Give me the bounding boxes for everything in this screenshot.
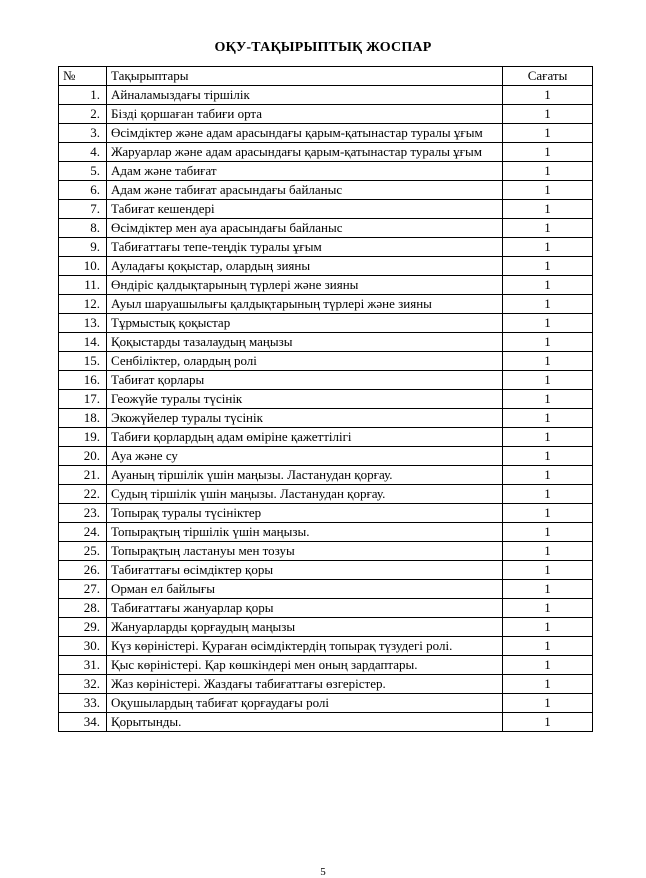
row-hours: 1: [503, 257, 593, 276]
row-topic: Айналамыздағы тіршілік: [107, 86, 503, 105]
row-topic: Қыс көріністері. Қар көшкіндері мен оның зардаптары.: [107, 656, 503, 675]
row-hours: 1: [503, 352, 593, 371]
row-hours: 1: [503, 428, 593, 447]
row-number: 5.: [59, 162, 107, 181]
row-topic: Топырақ туралы түсініктер: [107, 504, 503, 523]
table-row: [59, 599, 593, 618]
table-row: [59, 542, 593, 561]
row-number: 31.: [59, 656, 107, 675]
row-number: 32.: [59, 675, 107, 694]
row-topic: Жануарларды қорғаудың маңызы: [107, 618, 503, 637]
row-topic: Табиғаттағы жануарлар қоры: [107, 599, 503, 618]
row-hours: 1: [503, 561, 593, 580]
row-topic: Жаруарлар және адам арасындағы қарым-қатынастар туралы ұғым: [107, 143, 503, 162]
row-hours: 1: [503, 105, 593, 124]
row-topic: Адам және табиғат: [107, 162, 503, 181]
row-number: 3.: [59, 124, 107, 143]
row-topic: Табиғат кешендері: [107, 200, 503, 219]
row-number: 21.: [59, 466, 107, 485]
row-topic: Өсімдіктер мен ауа арасындағы байланыс: [107, 219, 503, 238]
row-number: 33.: [59, 694, 107, 713]
row-number: 4.: [59, 143, 107, 162]
row-number: 18.: [59, 409, 107, 428]
table-row: [59, 257, 593, 276]
header-hours: Сағаты: [503, 67, 593, 86]
table-row: [59, 713, 593, 732]
row-number: 34.: [59, 713, 107, 732]
table-row: [59, 314, 593, 333]
row-hours: 1: [503, 713, 593, 732]
row-number: 9.: [59, 238, 107, 257]
row-topic: Табиғат қорлары: [107, 371, 503, 390]
table-row: [59, 238, 593, 257]
row-hours: 1: [503, 409, 593, 428]
row-hours: 1: [503, 371, 593, 390]
plan-table: [58, 66, 593, 732]
row-number: 10.: [59, 257, 107, 276]
row-number: 28.: [59, 599, 107, 618]
row-number: 6.: [59, 181, 107, 200]
header-topic: Тақырыптары: [107, 67, 503, 86]
row-number: 26.: [59, 561, 107, 580]
table-row: [59, 428, 593, 447]
table-row: [59, 409, 593, 428]
row-topic: Судың тіршілік үшін маңызы. Ластанудан қорғау.: [107, 485, 503, 504]
row-hours: 1: [503, 447, 593, 466]
row-hours: 1: [503, 694, 593, 713]
row-number: 20.: [59, 447, 107, 466]
row-number: 15.: [59, 352, 107, 371]
row-number: 11.: [59, 276, 107, 295]
row-number: 2.: [59, 105, 107, 124]
row-hours: 1: [503, 238, 593, 257]
row-topic: Ауыл шаруашылығы қалдықтарының түрлері және зияны: [107, 295, 503, 314]
row-topic: Сенбіліктер, олардың ролі: [107, 352, 503, 371]
row-number: 24.: [59, 523, 107, 542]
table-row: [59, 523, 593, 542]
row-topic: Өсімдіктер және адам арасындағы қарым-қатынастар туралы ұғым: [107, 124, 503, 143]
row-number: 14.: [59, 333, 107, 352]
row-number: 22.: [59, 485, 107, 504]
row-number: 1.: [59, 86, 107, 105]
row-topic: Тұрмыстық қоқыстар: [107, 314, 503, 333]
table-row: [59, 276, 593, 295]
row-topic: Күз көріністері. Қураған өсімдіктердің топырақ түзудегі ролі.: [107, 637, 503, 656]
row-number: 23.: [59, 504, 107, 523]
table-row: [59, 86, 593, 105]
row-number: 12.: [59, 295, 107, 314]
row-topic: Ауа және су: [107, 447, 503, 466]
row-number: 25.: [59, 542, 107, 561]
row-topic: Өндіріс қалдықтарының түрлері және зияны: [107, 276, 503, 295]
row-hours: 1: [503, 580, 593, 599]
row-hours: 1: [503, 599, 593, 618]
row-topic: Табиғаттағы тепе-теңдік туралы ұғым: [107, 238, 503, 257]
row-topic: Ауаның тіршілік үшін маңызы. Ластанудан қорғау.: [107, 466, 503, 485]
table-row: [59, 143, 593, 162]
row-topic: Экожүйелер туралы түсінік: [107, 409, 503, 428]
row-topic: Қорытынды.: [107, 713, 503, 732]
row-hours: 1: [503, 143, 593, 162]
row-topic: Қоқыстарды тазалаудың маңызы: [107, 333, 503, 352]
row-topic: Орман ел байлығы: [107, 580, 503, 599]
page-number: 5: [320, 866, 326, 878]
table-row: [59, 124, 593, 143]
row-hours: 1: [503, 162, 593, 181]
row-hours: 1: [503, 124, 593, 143]
row-topic: Табиғи қорлардың адам өміріне қажеттілігі: [107, 428, 503, 447]
table-row: [59, 504, 593, 523]
row-number: 16.: [59, 371, 107, 390]
table-row: [59, 219, 593, 238]
table-row: [59, 162, 593, 181]
row-topic: Бізді қоршаған табиғи орта: [107, 105, 503, 124]
row-number: 19.: [59, 428, 107, 447]
row-hours: 1: [503, 295, 593, 314]
row-hours: 1: [503, 219, 593, 238]
row-topic: Топырақтың тіршілік үшін маңызы.: [107, 523, 503, 542]
row-topic: Табиғаттағы өсімдіктер қоры: [107, 561, 503, 580]
table-header-row: [59, 67, 593, 86]
row-hours: 1: [503, 542, 593, 561]
table-row: [59, 675, 593, 694]
table-row: [59, 181, 593, 200]
row-number: 7.: [59, 200, 107, 219]
table-row: [59, 333, 593, 352]
table-row: [59, 352, 593, 371]
row-hours: 1: [503, 675, 593, 694]
table-row: [59, 694, 593, 713]
header-num: №: [59, 67, 107, 86]
row-topic: Адам және табиғат арасындағы байланыс: [107, 181, 503, 200]
row-hours: 1: [503, 333, 593, 352]
table-row: [59, 390, 593, 409]
row-hours: 1: [503, 485, 593, 504]
row-hours: 1: [503, 200, 593, 219]
row-hours: 1: [503, 656, 593, 675]
row-topic: Топырақтың ластануы мен тозуы: [107, 542, 503, 561]
table-row: [59, 105, 593, 124]
row-topic: Ауладағы қоқыстар, олардың зияны: [107, 257, 503, 276]
table-row: [59, 200, 593, 219]
row-hours: 1: [503, 637, 593, 656]
row-number: 13.: [59, 314, 107, 333]
row-number: 17.: [59, 390, 107, 409]
table-body: [59, 86, 593, 732]
row-number: 27.: [59, 580, 107, 599]
page-title: ОҚУ-ТАҚЫРЫПТЫҚ ЖОСПАР: [214, 40, 432, 55]
row-hours: 1: [503, 523, 593, 542]
row-topic: Оқушылардың табиғат қорғаудағы ролі: [107, 694, 503, 713]
row-hours: 1: [503, 86, 593, 105]
table-row: [59, 618, 593, 637]
row-hours: 1: [503, 314, 593, 333]
table-row: [59, 580, 593, 599]
row-hours: 1: [503, 466, 593, 485]
row-number: 29.: [59, 618, 107, 637]
row-hours: 1: [503, 181, 593, 200]
row-number: 30.: [59, 637, 107, 656]
row-topic: Жаз көріністері. Жаздағы табиғаттағы өзгерістер.: [107, 675, 503, 694]
row-hours: 1: [503, 390, 593, 409]
table-row: [59, 295, 593, 314]
table-row: [59, 447, 593, 466]
row-number: 8.: [59, 219, 107, 238]
row-topic: Геожүйе туралы түсінік: [107, 390, 503, 409]
row-hours: 1: [503, 618, 593, 637]
table-row: [59, 637, 593, 656]
table-row: [59, 485, 593, 504]
table-row: [59, 561, 593, 580]
row-hours: 1: [503, 276, 593, 295]
table-row: [59, 656, 593, 675]
row-hours: 1: [503, 504, 593, 523]
table-row: [59, 371, 593, 390]
table-row: [59, 466, 593, 485]
